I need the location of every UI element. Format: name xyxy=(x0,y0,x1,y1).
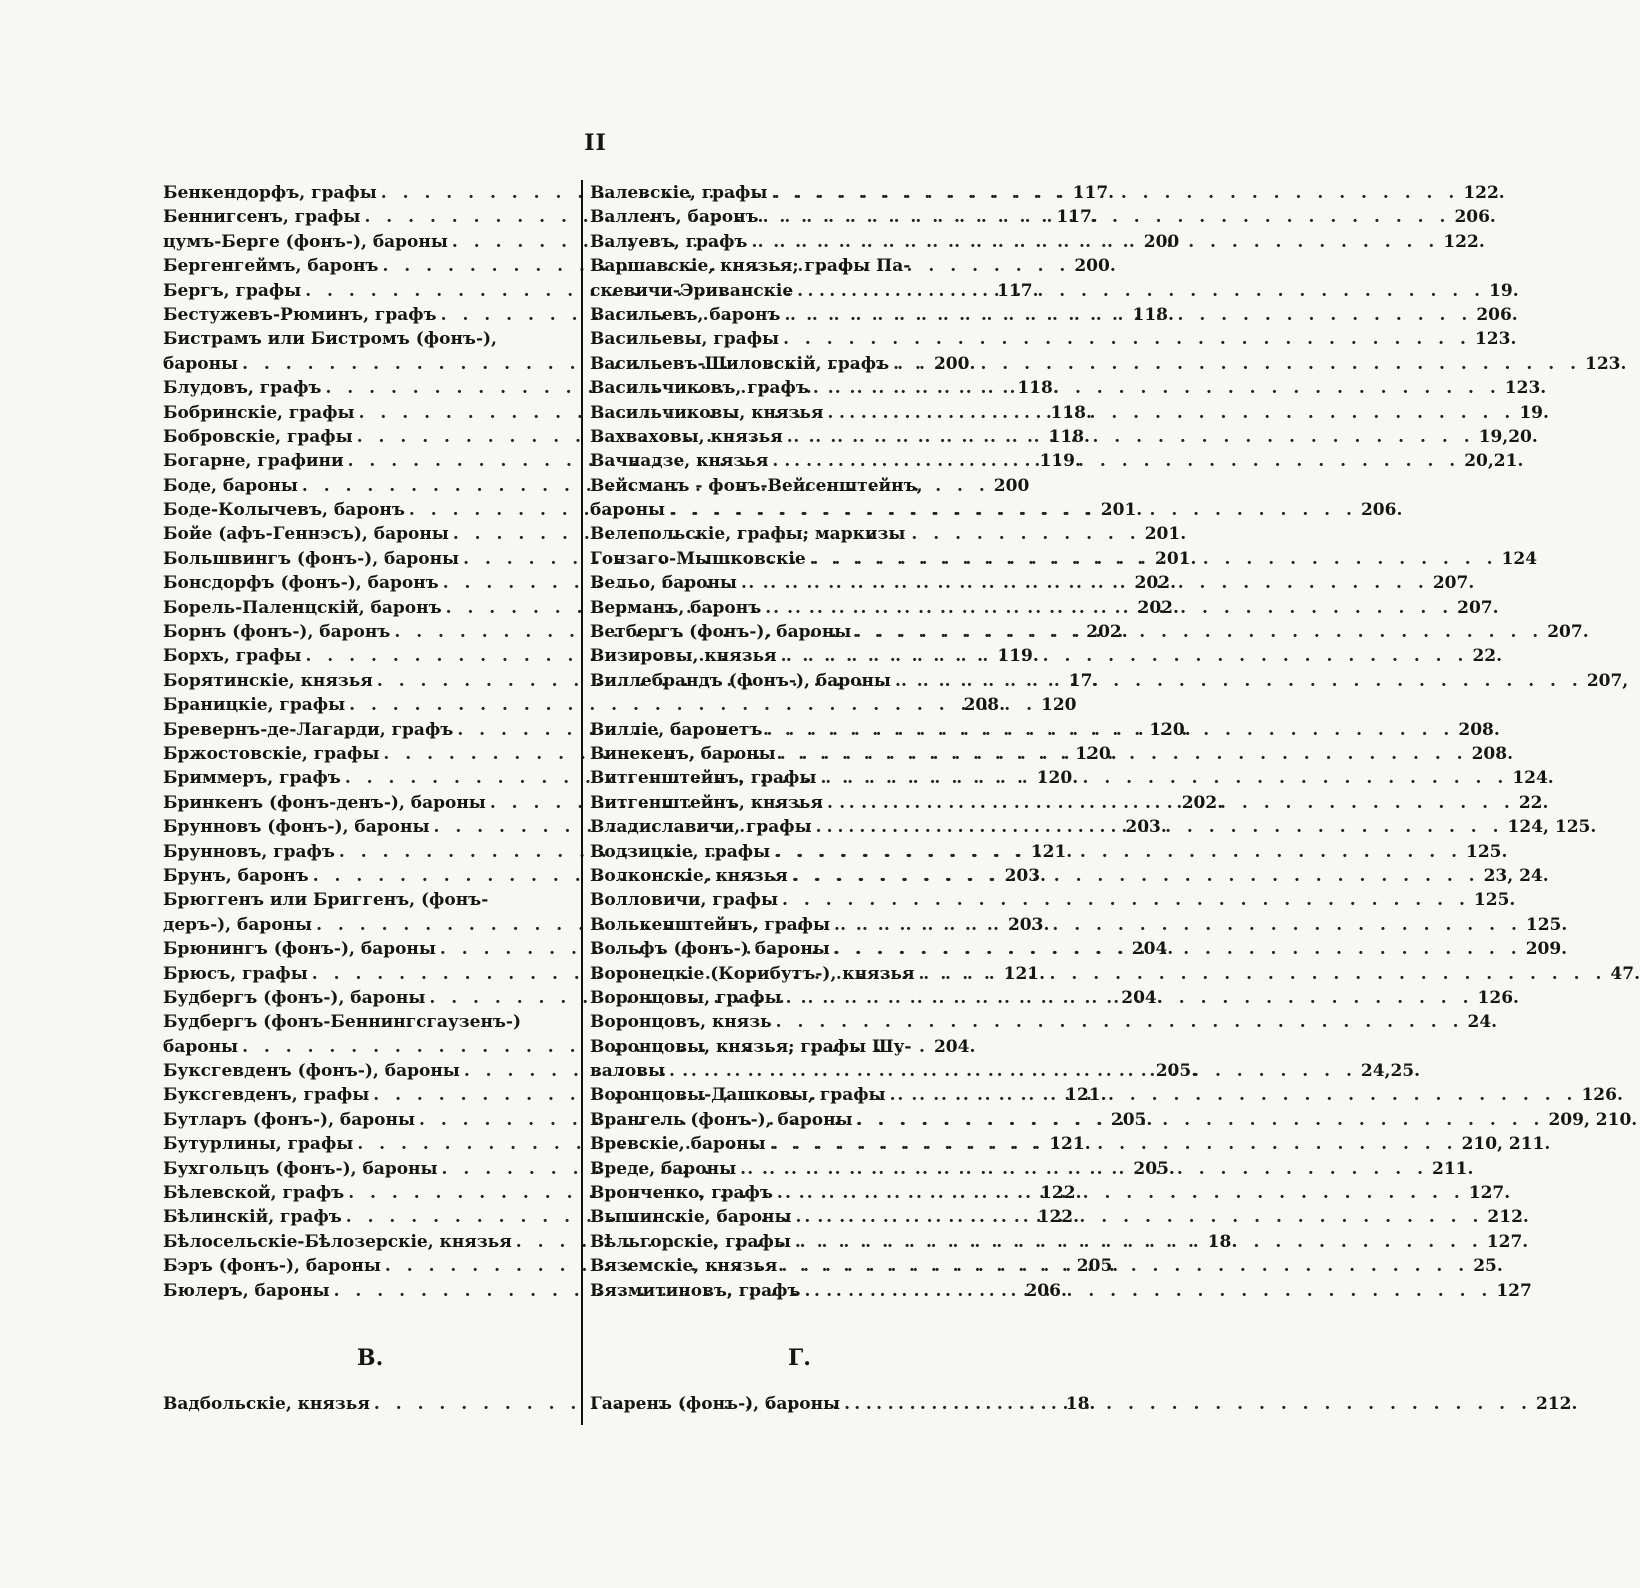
entry-name: Вышинскіе, бароны xyxy=(590,1207,792,1228)
entry-name: Бобринскіе, графы xyxy=(163,402,355,423)
entry-page: 121. xyxy=(1049,1134,1091,1155)
entry-page: 125. xyxy=(1473,890,1516,911)
index-entry xyxy=(590,1010,1498,1034)
entry-page: 118. xyxy=(1050,402,1092,423)
index-entry xyxy=(590,522,1005,546)
entry-name: Бржостовскіе, графы xyxy=(163,743,380,764)
entry-page: 22. xyxy=(1472,646,1503,667)
entry-name: Буксгевденъ, графы xyxy=(163,1085,370,1106)
entry-page: 205. xyxy=(1155,1061,1198,1082)
entry-page: 120 xyxy=(1041,695,1077,716)
entry-name: бароны xyxy=(163,353,239,374)
entry-name: Бергъ, графы xyxy=(163,280,302,301)
entry-page: 204. xyxy=(1131,939,1174,960)
entry-name: Бонсдорфъ (фонъ-), баронъ xyxy=(163,573,439,594)
entry-page: 206. xyxy=(1476,304,1518,325)
index-entry xyxy=(590,352,1627,376)
entry-name: Бойе (афъ-Геннэсъ), бароны xyxy=(163,524,449,545)
entry-page: 207. xyxy=(1457,597,1499,618)
leader-dots xyxy=(812,815,1504,839)
entry-name: Гонзаго-Мышковскіе xyxy=(590,548,806,569)
entry-page: 123. xyxy=(1504,378,1547,399)
entry-name: Брюнингъ (фонъ-), бароны xyxy=(163,939,436,960)
entry-name: Беннигсенъ, графы xyxy=(163,207,361,228)
entry-page: 202. xyxy=(1181,792,1224,813)
entry-page: 203. xyxy=(1007,914,1050,935)
leader-dots xyxy=(853,1108,1545,1132)
entry-page: 126. xyxy=(1581,1085,1623,1106)
entry-page: 207, xyxy=(1586,670,1629,691)
leader-dots xyxy=(759,205,1451,229)
entry-page: 118. xyxy=(1048,426,1090,447)
entry-page: 204. xyxy=(933,1036,976,1057)
leader-dots xyxy=(768,449,1460,473)
entry-name: Большвингъ (фонъ-), бароны xyxy=(163,548,460,569)
entry-page: 121. xyxy=(1065,1085,1107,1106)
leader-dots xyxy=(776,742,1468,766)
entry-page: 122. xyxy=(1040,1183,1082,1204)
entry-page: 19. xyxy=(1519,402,1549,423)
leader-dots xyxy=(788,864,1480,888)
entry-page: 127. xyxy=(1486,1231,1529,1252)
index-entry xyxy=(163,888,575,912)
entry-page: 47. xyxy=(1610,963,1640,984)
entry-name: Воронцовъ, князь xyxy=(590,1012,772,1033)
leader-dots xyxy=(736,1157,1428,1181)
index-entry xyxy=(590,888,1516,912)
entry-name: Бѣлосельскіе-Бѣлозерскіе, князья xyxy=(163,1231,512,1252)
entry-page: 206. xyxy=(1454,207,1496,228)
entry-page: 206. xyxy=(1025,1280,1067,1301)
entry-name: Визировы, князья xyxy=(590,646,777,667)
entry-name: Вреде, бароны xyxy=(590,1158,737,1179)
entry-page: 117. xyxy=(1072,183,1115,203)
entry-name: Воронцовы-Дашковы, графы xyxy=(590,1085,886,1106)
entry-name: Вачнадзе, князья xyxy=(590,451,769,472)
leader-dots xyxy=(779,327,1471,351)
entry-name: Водзицкіе, графы xyxy=(590,841,771,862)
entry-name: Буксгевденъ (фонъ-), бароны xyxy=(163,1061,460,1082)
entry-name: Васильевъ-Шиловскій, графъ xyxy=(590,353,890,374)
leader-dots xyxy=(851,620,1543,644)
page-number: II xyxy=(584,130,607,156)
leader-dots xyxy=(772,1010,1464,1034)
entry-name: Вадбольскіе, князья xyxy=(163,1394,370,1414)
entry-name: Бѣлевской, графъ xyxy=(163,1183,345,1204)
entry-name: Бринкенъ (фонъ-денъ-), бароны xyxy=(163,792,486,813)
leader-dots xyxy=(782,986,1474,1010)
leader-dots xyxy=(800,1279,1492,1303)
entry-page: 122. xyxy=(1443,231,1485,252)
entry-page: 18. xyxy=(1207,1231,1238,1252)
entry-name: Васильевы, графы xyxy=(590,329,780,350)
entry-page: 205. xyxy=(1133,1158,1175,1179)
entry-page: 200 xyxy=(1143,231,1180,252)
entry-page: 201. xyxy=(1144,524,1187,545)
entry-page: 119. xyxy=(1039,451,1081,472)
leader-dots xyxy=(886,1083,1578,1107)
entry-name: Борятинскіе, князья xyxy=(163,670,373,691)
entry-name: Вревскіе, бароны xyxy=(590,1134,766,1155)
index-entry xyxy=(163,1010,575,1034)
leader-dots xyxy=(830,913,1522,937)
entry-name: Борель-Паленцскій, баронъ xyxy=(163,597,442,618)
leader-dots xyxy=(778,888,1470,912)
entry-name: Валевскіе, графы xyxy=(590,183,768,203)
entry-page: 123. xyxy=(1585,353,1627,374)
leader-dots xyxy=(816,766,1508,790)
entry-page: 126. xyxy=(1477,987,1519,1008)
entry-name: валовы xyxy=(590,1061,666,1082)
leader-dots xyxy=(830,937,1522,961)
entry-name: Бенкендорфъ, графы xyxy=(163,183,377,203)
entry-name: Воронецкіе (Корибутъ-), князья xyxy=(590,963,915,984)
leader-dots xyxy=(665,498,1357,522)
entry-page: 125. xyxy=(1525,914,1568,935)
entry-name: Велепольскіе, графы; маркизы xyxy=(590,524,906,545)
entry-page: 19,20. xyxy=(1478,426,1538,447)
entry-page: 127. xyxy=(1468,1183,1511,1204)
leader-dots xyxy=(767,181,1459,205)
entry-name: Брунновъ, графъ xyxy=(163,841,335,862)
leader-dots xyxy=(792,1205,1484,1229)
entry-name: Борхъ, графы xyxy=(163,646,302,667)
entry-name: Виллебрандъ (фонъ-), бароны xyxy=(590,670,891,691)
entry-name: Воронцовы, князья; графы Шу- xyxy=(590,1036,912,1057)
entry-name: Вейсманъ - фонъ-Вейсенштейнъ, xyxy=(590,475,923,496)
index-entry xyxy=(590,1035,1005,1059)
entry-name: бароны xyxy=(590,500,666,521)
leader-dots xyxy=(791,1230,1483,1254)
entry-name: Борнъ (фонъ-), баронъ xyxy=(163,622,391,643)
entry-page: 211. xyxy=(1432,1158,1474,1179)
leader-dots xyxy=(665,1059,1357,1083)
entry-page: 209. xyxy=(1525,939,1568,960)
entry-name: Бобровскіе, графы xyxy=(163,426,353,447)
entry-page: 24. xyxy=(1467,1012,1498,1033)
entry-name: Бухгольцъ (фонъ-), бароны xyxy=(163,1158,438,1179)
index-entry xyxy=(590,693,1005,717)
entry-page: 118. xyxy=(1132,304,1174,325)
entry-name: Брунновъ (фонъ-), бароны xyxy=(163,817,430,838)
entry-name: Волловичи, графы xyxy=(590,890,779,911)
entry-name: Боде-Колычевъ, баронъ xyxy=(163,500,405,521)
leader-dots xyxy=(823,401,1515,425)
entry-page: 200. xyxy=(933,353,976,374)
entry-page: 22. xyxy=(1518,792,1549,813)
entry-name: Васильчиковы, князья xyxy=(590,402,824,423)
entry-page: 117. xyxy=(997,280,1039,301)
entry-name: Бестужевъ-Рюминъ, графъ xyxy=(163,304,437,325)
entry-page: 120. xyxy=(1149,719,1191,740)
entry-name: Вяземскіе, князья xyxy=(590,1256,778,1277)
entry-name: деръ-), бароны xyxy=(163,914,313,935)
entry-page: 117. xyxy=(1056,207,1098,228)
entry-page: 18. xyxy=(1065,1394,1096,1414)
entry-page: 207. xyxy=(1432,573,1475,594)
entry-name: Бревернъ-де-Лагарди, графъ xyxy=(163,719,454,740)
leader-dots xyxy=(766,1132,1458,1156)
entry-page: 120. xyxy=(1036,768,1079,789)
entry-page: 212. xyxy=(1487,1207,1529,1228)
entry-page: 209, 210. xyxy=(1548,1109,1638,1130)
entry-name: Вельо, бароны xyxy=(590,573,737,594)
entry-page: 125. xyxy=(1466,841,1508,862)
entry-name: Ветбергъ (фонъ-), бароны xyxy=(590,622,852,643)
entry-name: Брунъ, баронъ xyxy=(163,865,309,886)
entry-page: 20,21. xyxy=(1464,451,1524,472)
entry-page: 208. xyxy=(1458,719,1500,740)
leader-dots xyxy=(823,791,1515,815)
entry-page: 127 xyxy=(1496,1280,1532,1301)
entry-name: Бѣлинскій, графъ xyxy=(163,1207,342,1228)
entry-name: Винекенъ, бароны xyxy=(590,743,776,764)
entry-page: 208. xyxy=(1471,743,1513,764)
index-entry xyxy=(590,327,1517,351)
leader-dots xyxy=(761,596,1453,620)
leader-dots xyxy=(806,547,1498,571)
entry-name: Вязмитиновъ, графъ xyxy=(590,1280,801,1301)
entry-page: 202. xyxy=(1086,622,1128,643)
entry-page: 200. xyxy=(1074,256,1116,277)
entry-page: 210, 211. xyxy=(1461,1134,1551,1155)
entry-page: 205. xyxy=(1076,1256,1119,1277)
entry-name: цумъ-Берге (фонъ-), бароны xyxy=(163,231,448,252)
entry-page: 121. xyxy=(1003,963,1046,984)
leader-dots xyxy=(737,571,1429,595)
entry-page: 120. xyxy=(1075,743,1117,764)
entry-page: 123. xyxy=(1474,329,1517,350)
entry-page: 121. xyxy=(1030,841,1073,862)
entry-name: Блудовъ, графъ xyxy=(163,378,322,399)
entry-page: 124. xyxy=(1512,768,1554,789)
entry-name: Бергенгеймъ, баронъ xyxy=(163,256,379,277)
entry-name: Витгенштейнъ, князья xyxy=(590,792,823,813)
entry-page: 118. xyxy=(1017,378,1059,399)
column-divider xyxy=(581,180,583,1425)
section-heading-v: В. xyxy=(357,1345,384,1371)
index-entry xyxy=(590,474,1005,498)
entry-page: 201. xyxy=(1100,500,1143,521)
entry-page: 206. xyxy=(1360,500,1403,521)
entry-name: Волькенштейнъ, графы xyxy=(590,914,831,935)
entry-name: Бутурлины, графы xyxy=(163,1134,354,1155)
entry-page: 124, 125. xyxy=(1507,817,1597,838)
entry-page: 122. xyxy=(1037,1207,1080,1228)
leader-dots xyxy=(915,962,1607,986)
entry-name: Васильчиковъ, графъ xyxy=(590,378,809,399)
entry-page: 203. xyxy=(1125,817,1167,838)
leader-dots xyxy=(770,840,1462,864)
entry-page: 207. xyxy=(1547,622,1589,643)
entry-name: Боде, бароны xyxy=(163,475,298,496)
entry-name: Волконскіе, князья xyxy=(590,865,788,886)
leader-dots xyxy=(891,669,1583,693)
leader-dots xyxy=(747,230,1439,254)
leader-dots xyxy=(780,303,1472,327)
entry-name: Вѣльгорскіе, графы xyxy=(590,1231,791,1252)
entry-name: Врангель (фонъ-), бароны xyxy=(590,1109,853,1130)
entry-name: Воронцовы, графы xyxy=(590,987,782,1008)
leader-dots xyxy=(889,352,1581,376)
entry-name: Гааренъ (фонъ-), бароны xyxy=(590,1394,841,1414)
entry-page: 202. xyxy=(1134,573,1176,594)
entry-name: Будбергъ (фонъ-Беннингсгаузенъ-) xyxy=(163,1012,522,1033)
entry-page: 204. xyxy=(1121,987,1163,1008)
entry-name: Верманъ, баронъ xyxy=(590,597,762,618)
entry-page: 124 xyxy=(1501,548,1538,569)
leader-dots xyxy=(793,279,1485,303)
entry-name: Вахваховы, князья xyxy=(590,426,783,447)
entry-page: 23, 24. xyxy=(1483,865,1549,886)
entry-name: Брюсъ, графы xyxy=(163,963,308,984)
entry-name: Витгенштейнъ, графы xyxy=(590,768,817,789)
entry-page: 208. xyxy=(963,695,1005,716)
entry-page: 25. xyxy=(1473,1256,1503,1277)
entry-page: 205. xyxy=(1110,1109,1153,1130)
entry-name: Бриммеръ, графъ xyxy=(163,768,341,789)
leader-dots xyxy=(762,718,1454,742)
entry-name: Валленъ, баронъ xyxy=(590,207,759,228)
entry-name: Вронченко, графъ xyxy=(590,1183,773,1204)
entry-name: Васильевъ, баронъ xyxy=(590,304,781,325)
entry-name: Бэръ (фонъ-), бароны xyxy=(163,1256,381,1277)
entry-name: Бюлеръ, бароны xyxy=(163,1280,330,1301)
leader-dots xyxy=(840,1392,1532,1416)
entry-page: 203. xyxy=(1004,865,1046,886)
entry-page: 212. xyxy=(1535,1394,1578,1414)
entry-name: Владиславичи, графы xyxy=(590,817,812,838)
leader-dots xyxy=(809,376,1501,400)
leader-dots xyxy=(777,1254,1469,1278)
entry-name: Варшавскіе, князья; графы Па- xyxy=(590,256,911,277)
leader-dots xyxy=(773,1181,1465,1205)
entry-name: Будбергъ (фонъ-), бароны xyxy=(163,987,426,1008)
entry-page: 202. xyxy=(1137,597,1179,618)
entry-name: Вольфъ (фонъ-) бароны xyxy=(590,939,830,960)
section-heading-g: Г. xyxy=(788,1345,811,1371)
entry-name: Богарне, графини xyxy=(163,451,344,472)
leader-dots xyxy=(783,425,1475,449)
entry-page: 119. xyxy=(997,646,1039,667)
entry-name: Виллie, баронетъ xyxy=(590,719,763,740)
entry-name: Браницкіе, графы xyxy=(163,695,346,716)
entry-name: Бутларъ (фонъ-), бароны xyxy=(163,1109,415,1130)
entry-page: 19. xyxy=(1489,280,1519,301)
index-entry xyxy=(163,327,575,351)
entry-page: 200 xyxy=(993,475,1030,496)
entry-page: 24,25. xyxy=(1360,1061,1421,1082)
entry-page: 122. xyxy=(1463,183,1505,203)
entry-name: Валуевъ, графъ xyxy=(590,231,748,252)
entry-name: Бистрамъ или Бистромъ (фонъ-), xyxy=(163,329,497,350)
entry-name: бароны xyxy=(163,1036,239,1057)
entry-name: Брюггенъ или Бриггенъ, (фонъ- xyxy=(163,890,489,911)
entry-page: 201. xyxy=(1154,548,1197,569)
index-entry xyxy=(590,254,1005,278)
entry-page: 17. xyxy=(1068,670,1099,691)
entry-name: скевичи-Эриванскіе xyxy=(590,280,794,301)
leader-dots xyxy=(777,644,1469,668)
